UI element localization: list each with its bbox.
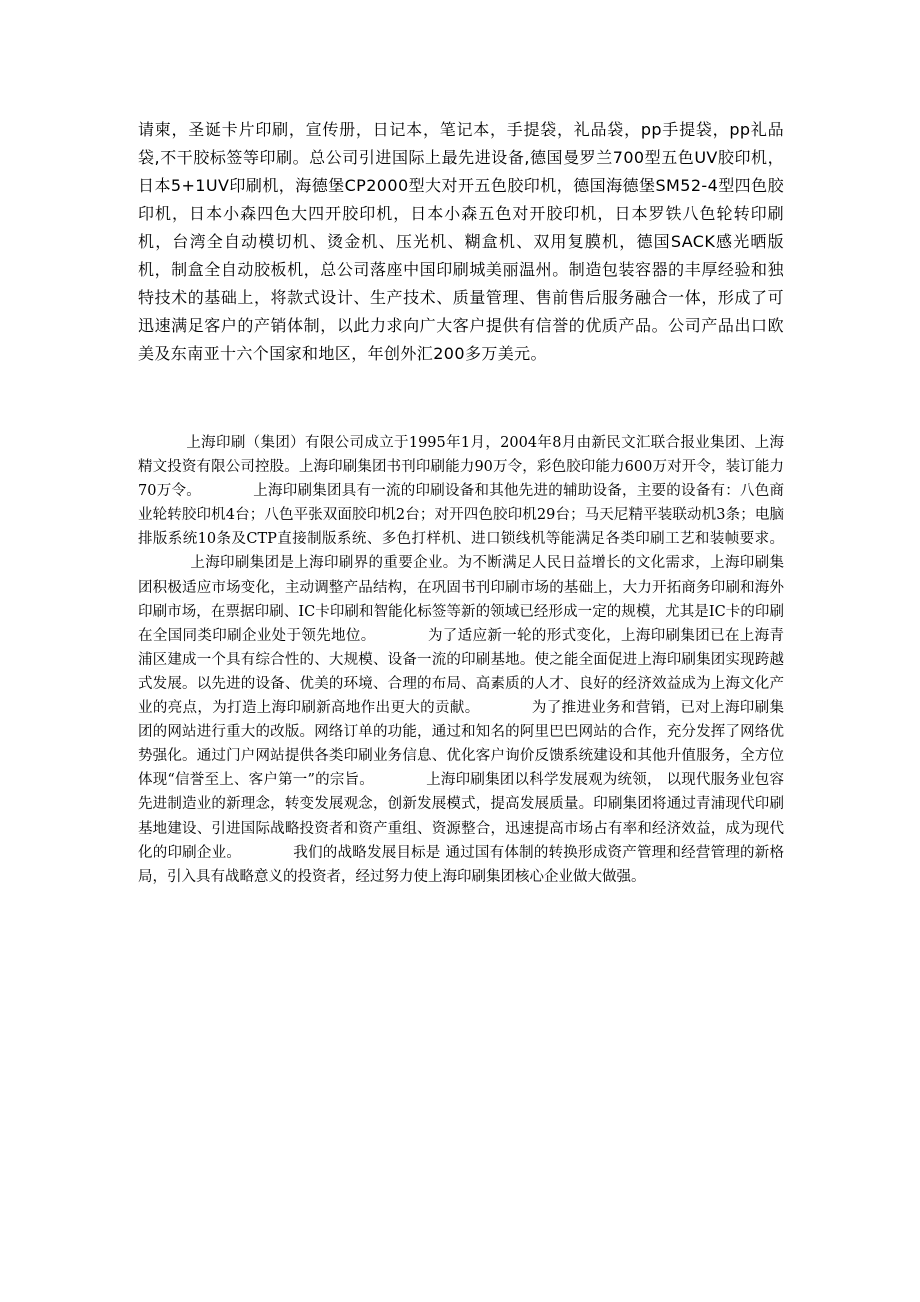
- sentence-website: 为了推进业务和营销，已对上海印刷集团的网站进行重大的改版。网络订单的功能，通过和知名的阿里巴巴网站的合作，充分发挥了网络优势强化。通过门户网站提供各类印刷业务信息、优化客户询价反馈系统建设和其他升值服务，全方位体现“信誉至上、客户第一”的宗旨。: [138, 700, 785, 789]
- sentence-development: 上海印刷集团以科学发展观为统领， 以现代服务业包容先进制造业的新理念，转变发展观念，创新发展模式，提高发展质量。印刷集团将通过青浦现代印刷基地建设、引进国际战略投资者和资产重组、资源整合，迅速提高市场占有率和经济效益，成为现代化的印刷企业。: [138, 772, 785, 861]
- paragraph-1-text: 请柬，圣诞卡片印刷，宣传册，日记本，笔记本，手提袋，礼品袋，pp手提袋，pp礼品袋,不干胶标签等印刷。总公司引进国际上最先进设备,德国曼罗兰700型五色UV胶印机，日本5+1UV印刷机，海德堡CP2000型大对开五色胶印机，德国海德堡SM52-4型四色胶印机，日本小森四色大四开胶印机，日本小森五色对开胶印机，日本罗铁八色轮转印刷机，台湾全自动模切机、烫金机、压光机、糊盒机、双用复膜机，德国SACK感光晒版机，制盒全自动胶板机，总公司落座中国印刷城美丽温州。制造包装容器的丰厚经验和独特技术的基础上，将款式设计、生产技术、质量管理、售前售后服务融合一体，形成了可迅速满足客户的产销体制，以此力求向广大客户提供有信誉的优质产品。公司产品出口欧美及东南亚十六个国家和地区，年创外汇200多万美元。: [138, 120, 784, 363]
- sentence-equipment: 上海印刷集团具有一流的印刷设备和其他先进的辅助设备，主要的设备有：八色商业轮转胶印机4台；八色平张双面胶印机2台；对开四色胶印机29台；马天尼精平装联动机3条；电脑排版系统10条及CTP直接制版系统、多色打样机、进口锁线机等能满足各类印刷工艺和装帧要求。: [138, 483, 785, 548]
- sentence-strategy: 我们的战略发展目标是 通过国有体制的转换形成资产管理和经营管理的新格局，引入具有战略意义的投资者，经过努力使上海印刷集团核心企业做大做强。: [138, 844, 785, 885]
- paragraph-product-intro: [138, 116, 784, 368]
- sentence-industry-position: 上海印刷集团是上海印刷界的重要企业。为不断满足人民日益增长的文化需求，上海印刷集团积极适应市场变化，主动调整产品结构，在巩固书刊印刷市场的基础上，大力开拓商务印刷和海外印刷市场，在票据印刷、IC卡印刷和智能化标签等新的领域已经形成一定的规模，尤其是IC卡的印刷在全国同类印刷企业处于领先地位。: [138, 555, 784, 644]
- sentence-founding: 上海印刷（集团）有限公司成立于1995年1月，2004年8月由新民文汇联合报业集团、上海精文投资有限公司控股。上海印刷集团书刊印刷能力90万令，彩色胶印能力600万对开令，装订能力70万令。: [138, 435, 784, 500]
- sentence-printing-base: 为了适应新一轮的形式变化，上海印刷集团已在上海青浦区建成一个具有综合性的、大规模、设备一流的印刷基地。使之能全面促进上海印刷集团实现跨越式发展。以先进的设备、优美的环境、合理的布局、高素质的人才、良好的经济效益成为上海文化产业的亮点，为打造上海印刷新高地作出更大的贡献。: [138, 627, 785, 717]
- paragraph-company-profile: [138, 431, 784, 889]
